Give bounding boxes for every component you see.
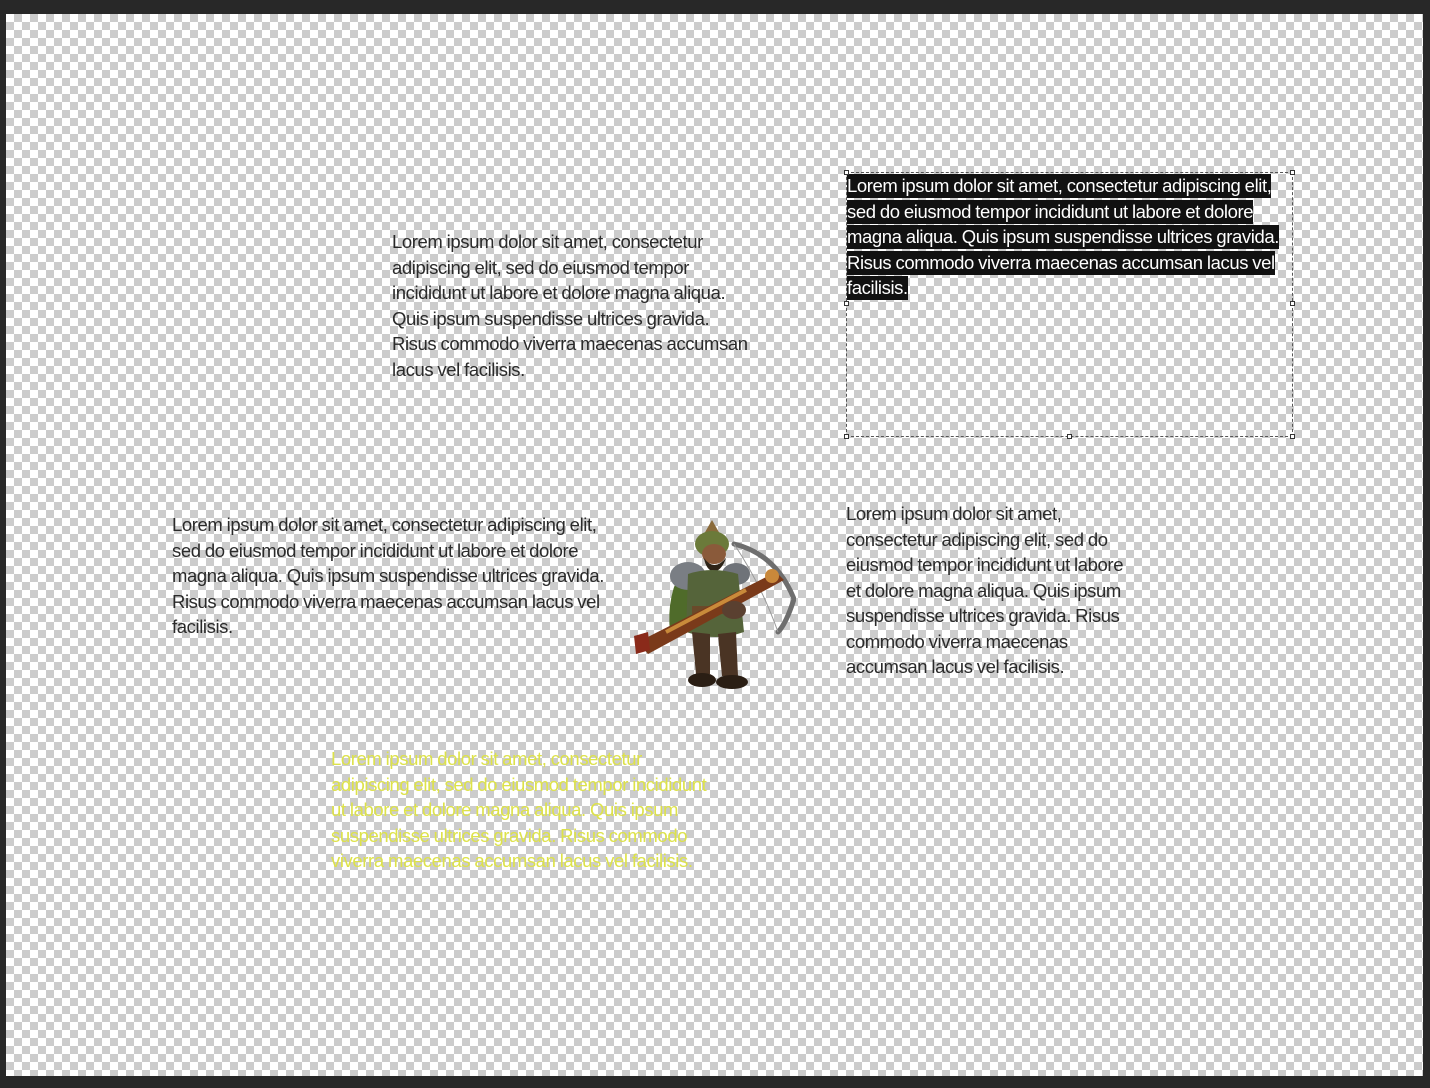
selected-text-layer[interactable]: [847, 173, 1293, 301]
resize-handle-middle-right[interactable]: [1290, 301, 1295, 306]
resize-handle-bottom-middle[interactable]: [1067, 434, 1072, 439]
text-bounding-box[interactable]: [846, 172, 1293, 437]
text-layer-1[interactable]: Lorem ipsum dolor sit amet, consectetur adipiscing elit, sed do eiusmod tempor incididunt ut labore et dolore magna aliqua. Quis ipsum suspendisse ultrices gravida. Risus commodo viverra maecenas accumsan lacus vel facilisis.: [392, 231, 748, 380]
resize-handle-top-left[interactable]: [844, 170, 849, 175]
crossbow-warrior-icon[interactable]: [626, 514, 796, 694]
resize-handle-middle-left[interactable]: [844, 301, 849, 306]
document-canvas[interactable]: [6, 14, 1423, 1076]
text-selection-highlight[interactable]: Lorem ipsum dolor sit amet, consectetur adipiscing elit, sed do eiusmod tempor incididunt ut labore et dolore magna aliqua. Quis ipsum suspendisse ultrices gravida. Risus commodo viverra maecenas accumsan lacus vel facilisis.: [847, 175, 1279, 298]
text-layer-5-yellow[interactable]: Lorem ipsum dolor sit amet, consectetur adipiscing elit, sed do eiusmod tempor incididunt ut labore et dolore magna aliqua. Quis ipsum suspendisse ultrices gravida. Risus commodo viverra maecenas accumsan lacus vel facilisis.: [331, 748, 707, 871]
resize-handle-bottom-left[interactable]: [844, 434, 849, 439]
text-layer-4[interactable]: Lorem ipsum dolor sit amet, consectetur adipiscing elit, sed do eiusmod tempor incididunt ut labore et dolore magna aliqua. Quis ipsum suspendisse ultrices gravida. Risus commodo viverra maecenas accumsan lacus vel facilisis.: [846, 503, 1124, 677]
text-layer-3[interactable]: Lorem ipsum dolor sit amet, consectetur adipiscing elit, sed do eiusmod tempor incididunt ut labore et dolore magna aliqua. Quis ipsum suspendisse ultrices gravida. Risus commodo viverra maecenas accumsan lacus vel facilisis.: [172, 514, 604, 637]
resize-handle-bottom-right[interactable]: [1290, 434, 1295, 439]
resize-handle-top-right[interactable]: [1290, 170, 1295, 175]
